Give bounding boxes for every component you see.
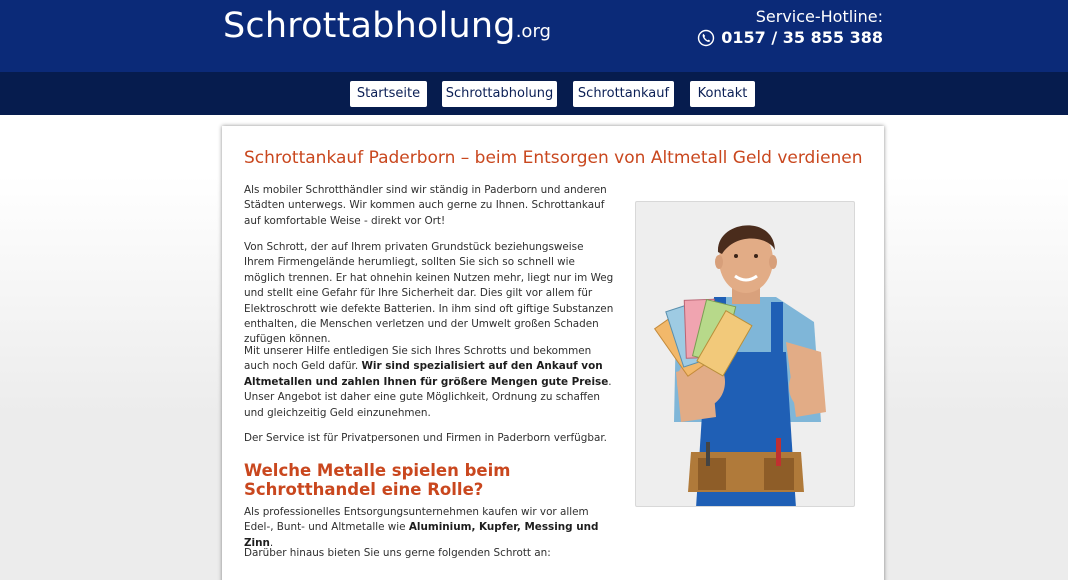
hotline-number-row[interactable]: [697, 27, 883, 49]
nav-item-startseite[interactable]: Startseite: [350, 81, 427, 107]
nav-item-schrottankauf[interactable]: Schrottankauf: [573, 81, 674, 107]
phone-icon: [697, 29, 715, 47]
paragraph-service: Der Service ist für Privatpersonen und Firmen in Paderborn verfügbar.: [244, 432, 607, 444]
paragraph-metalle-start: Als professionelles Entsorgungsunternehmen kaufen wir vor allem Edel-, Bunt- und Altmetalle wie: [244, 506, 589, 534]
paragraph-ankauf: [244, 344, 614, 421]
header-bar: [0, 0, 1068, 72]
page-title: Schrottankauf Paderborn – beim Entsorgen von Altmetall Geld verdienen: [244, 148, 863, 168]
paragraph-ankauf-bold: Wir sind spezialisiert auf den Ankauf von Altmetallen und zahlen Ihnen für größere Mengen gute Preise: [244, 360, 609, 388]
nav-item-kontakt[interactable]: Kontakt: [690, 81, 755, 107]
site-logo[interactable]: [223, 6, 551, 46]
paragraph-intro: Als mobiler Schrotthändler sind wir ständig in Paderborn und anderen Städten unterwegs. Wir kommen auch gerne zu Ihnen. Schrottankauf auf komfortable Weise - direkt vor Ort!: [244, 184, 607, 227]
section-heading-metalle: Welche Metalle spielen beim Schrotthandel eine Rolle?: [244, 461, 511, 499]
worker-with-money-image: [635, 201, 855, 507]
content-panel: [222, 126, 884, 580]
worker-illustration: [636, 202, 855, 507]
paragraph-ankauf-start: Mit unserer Hilfe entledigen Sie sich Ihres Schrotts und bekommen auch noch Geld dafür.: [244, 345, 592, 373]
hotline-number-text: 0157 / 35 855 388: [721, 28, 883, 47]
paragraph-metalle-end: .: [269, 536, 274, 549]
paragraph-schrott: Von Schrott, der auf Ihrem privaten Grundstück beziehungsweise Ihrem Firmengelände herumliegt, sollten Sie sich so schnell wie möglich trennen. Er hat ohnehin keinen Nutzen mehr, liegt nur im Weg und stellt eine Gefahr für Ihre Sicherheit dar. Dies gilt vor allem für Elektroschrott wie defekte Batterien. In ihm sind oft giftige Substanzen enthalten, die Menschen verletzen und der Umwelt großen Schaden zufügen können.: [244, 241, 614, 346]
paragraph-metalle: [244, 505, 614, 551]
main-navigation: [0, 72, 1068, 115]
paragraph-schrottarten: Darüber hinaus bieten Sie uns gerne folgenden Schrott an:: [244, 547, 551, 559]
paragraph-ankauf-end: . Unser Angebot ist daher eine gute Möglichkeit, Ordnung zu schaffen und gleichzeitig Geld einzunehmen.: [244, 375, 612, 419]
hotline-label: Service-Hotline:: [755, 7, 883, 26]
logo-tld-text: .org: [515, 21, 551, 42]
paragraph-metalle-bold: Aluminium, Kupfer, Messing und Zinn: [244, 521, 599, 549]
service-hotline: [697, 8, 883, 49]
logo-main-text: Schrottabholung: [223, 6, 516, 46]
nav-item-schrottabholung[interactable]: Schrottabholung: [442, 81, 557, 107]
